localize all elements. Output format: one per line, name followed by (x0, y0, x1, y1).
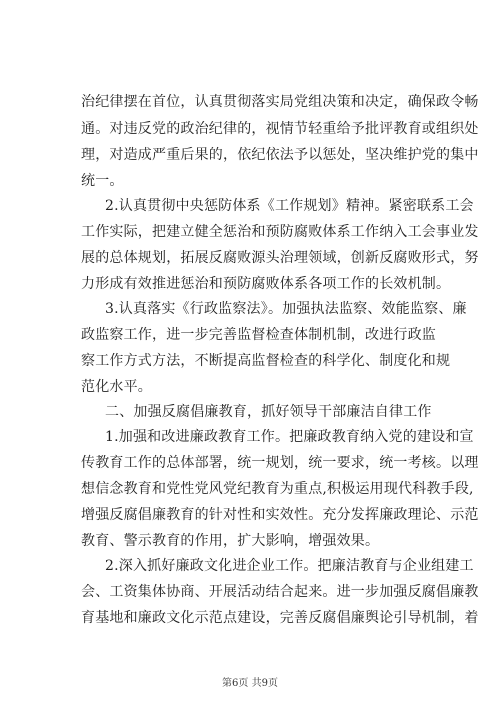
paragraph-line: 理，对造成严重后果的，依纪依法予以惩处，坚决维护党的集中 (81, 147, 479, 163)
paragraph-line: 2.深入抓好廉政文化进企业工作。把廉洁教育与企业组建工 (105, 558, 474, 574)
paragraph-line: 想信念教育和党性党风党纪教育为重点,积极运用现代科教手段, (81, 481, 474, 497)
paragraph-line: 察工作方式方法，不断提高监督检查的科学化、制度化和规 (81, 353, 451, 369)
paragraph-line: 增强反腐倡廉教育的针对性和实效性。充分发挥廉政理论、示范 (81, 507, 479, 523)
section-heading: 二、加强反腐倡廉教育，抓好领导干部廉洁自律工作 (105, 404, 432, 420)
paragraph-line: 传教育工作的总体部署，统一规划，统一要求，统一考核。以理 (81, 455, 479, 471)
paragraph-line: 通。对违反党的政治纪律的，视情节轻重给予批评教育或组织处 (81, 121, 479, 137)
paragraph-line: 1.加强和改进廉政教育工作。把廉政教育纳入党的建设和宣 (105, 429, 474, 445)
paragraph-line: 展的总体规划，拓展反腐败源头治理领域，创新反腐败形式，努 (81, 250, 479, 266)
paragraph-line: 3.认真落实《行政监察法》。加强执法监察、效能监察、廉 (105, 301, 467, 317)
paragraph-line: 治纪律摆在首位，认真贯彻落实局党组决策和决定，确保政令畅 (81, 94, 479, 110)
paragraph-line: 会、工资集体协商、开展活动结合起来。进一步加强反腐倡廉教 (81, 584, 479, 600)
paragraph-line: 2.认真贯彻中央惩防体系《工作规划》精神。紧密联系工会 (105, 198, 474, 214)
paragraph-line: 力形成有效推进惩治和预防腐败体系各项工作的长效机制。 (81, 276, 451, 292)
paragraph-line: 范化水平。 (81, 379, 152, 395)
paragraph-line: 统一。 (81, 173, 124, 189)
paragraph-line: 政监察工作，进一步完善监督检查体制机制，改进行政监 (81, 327, 436, 343)
paragraph-line: 育基地和廉政文化示范点建设，完善反腐倡廉舆论引导机制，着 (81, 610, 479, 626)
page-footer: 第6页 共9页 (222, 678, 278, 689)
paragraph-line: 工作实际，把建立健全惩治和预防腐败体系工作纳入工会事业发 (81, 224, 479, 240)
paragraph-line: 教育、警示教育的作用，扩大影响，增强效果。 (81, 533, 380, 549)
